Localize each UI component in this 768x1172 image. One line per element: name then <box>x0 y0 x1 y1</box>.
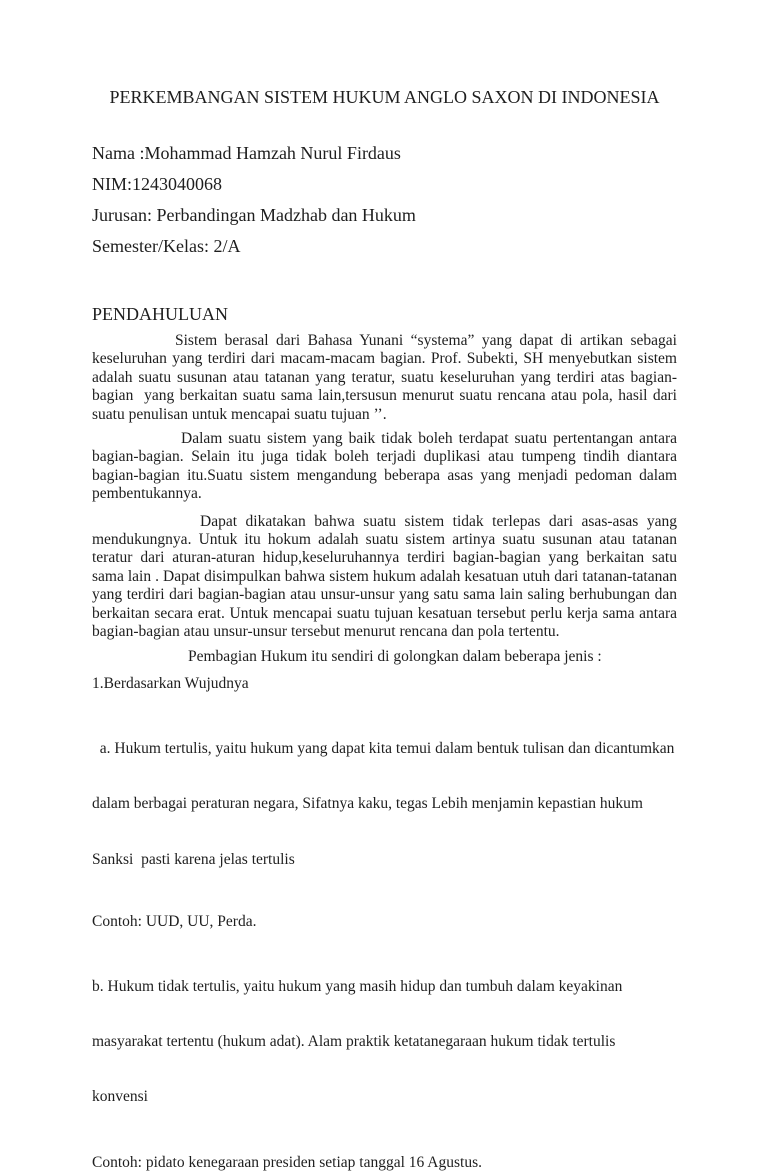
paragraph-sistem-definition: Sistem berasal dari Bahasa Yunani “systema” yang dapat di artikan sebagai keseluruhan yang terdiri dari macam-macam bagian. Prof. Subekti, SH menyebutkan sistem adalah suatu susunan atau tatanan yang teratur, suatu keseluruhan yang terdiri atas bagian-bagian yang berkaitan suatu sama lain,tersusun menurut suatu rencana atau pola, hasil dari suatu penulisan untuk mencapai suatu tujuan ’’. <box>92 332 681 423</box>
hukum-tertulis-item <box>92 703 677 905</box>
hukum-tidak-tertulis-line: b. Hukum tidak tertulis, yaitu hukum yang masih hidup dan tumbuh dalam keyakinan <box>92 978 623 995</box>
contoh-hukum-tidak-tertulis: Contoh: pidato kenegaraan presiden setiap tanggal 16 Agustus. <box>92 1153 482 1171</box>
contoh-hukum-tertulis: Contoh: UUD, UU, Perda. <box>92 912 257 930</box>
hukum-tidak-tertulis-line: masyarakat tertentu (hukum adat). Alam praktik ketatanegaraan hukum tidak tertulis <box>92 1033 616 1051</box>
student-name-line: Nama :Mohammad Hamzah Nurul Firdaus <box>92 143 401 163</box>
hukum-tertulis-line: Sanksi pasti karena jelas tertulis <box>92 850 295 868</box>
hukum-tertulis-line: dalam berbagai peraturan negara, Sifatnya kaku, tegas Lebih menjamin kepastian hukum <box>92 795 643 813</box>
hukum-tidak-tertulis-item <box>92 941 677 1143</box>
student-semester-line: Semester/Kelas: 2/A <box>92 236 241 256</box>
section-heading-pendahuluan: PENDAHULUAN <box>92 304 228 324</box>
hukum-tertulis-line: a. Hukum tertulis, yaitu hukum yang dapat kita temui dalam bentuk tulisan dan dicantumkan <box>92 740 675 758</box>
berdasarkan-wujudnya-heading: 1.Berdasarkan Wujudnya <box>92 674 249 692</box>
pembagian-hukum-line: Pembagian Hukum itu sendiri di golongkan dalam beberapa jenis : <box>188 647 602 665</box>
paragraph-sistem-requirements: Dalam suatu sistem yang baik tidak boleh terdapat suatu pertentangan antara bagian-bagian. Selain itu juga tidak boleh terjadi duplikasi atau tumpeng tindih diantara bagian-bagian itu.Suatu sistem mengandung beberapa asas yang menjadi pedoman dalam pembentukannya. <box>92 430 681 503</box>
hukum-tidak-tertulis-line: konvensi <box>92 1088 148 1106</box>
document-title: PERKEMBANGAN SISTEM HUKUM ANGLO SAXON DI INDONESIA <box>109 87 660 107</box>
paragraph-sistem-hukum-conclusion: Dapat dikatakan bahwa suatu sistem tidak terlepas dari asas-asas yang mendukungnya. Untuk itu hokum adalah suatu sistem artinya suatu susunan atau tatanan teratur dari aturan-aturan hidup,keseluruhannya terdiri bagian-bagian yang berkaitan satu sama lain . Dapat disimpulkan bahwa sistem hukum adalah kesatuan utuh dari tatanan-tatanan yang terdiri dari bagian-bagian atau unsur-unsur yang satu sama lain saling berhubungan dan berkaitan secara erat. Untuk mencapai suatu tujuan kesatuan tersebut perlu kerja sama antara bagian-bagian atau unsur-unsur tersebut menurut rencana dan pola tertentu. <box>92 512 681 641</box>
student-jurusan-line: Jurusan: Perbandingan Madzhab dan Hukum <box>92 205 416 225</box>
student-nim-line: NIM:1243040068 <box>92 174 222 194</box>
